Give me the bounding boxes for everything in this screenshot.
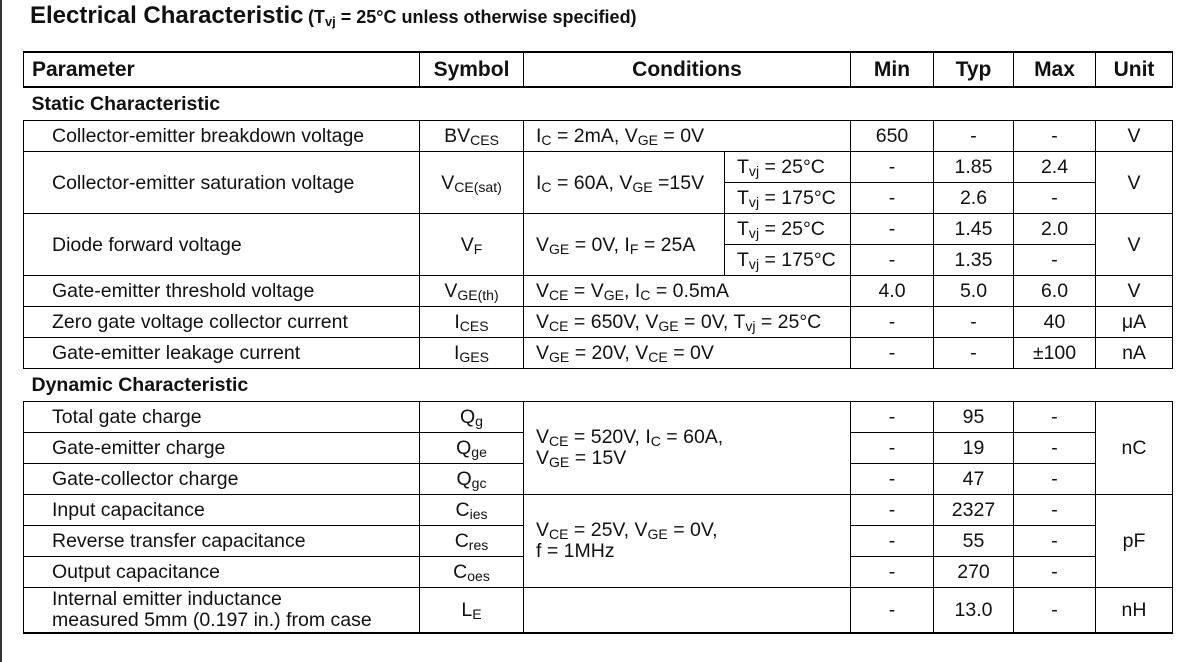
table-row <box>24 495 1173 526</box>
temp-vf-25: $T_{vj} = 25^\circ C$ <box>725 214 851 245</box>
max-cres: - <box>1014 526 1096 557</box>
param-ices: Zero gate voltage collector current <box>24 307 420 338</box>
min-vf-25: - <box>851 214 934 245</box>
param-vgeth: Gate-emitter threshold voltage <box>24 276 420 307</box>
max-vf-25: 2.0 <box>1014 214 1096 245</box>
symbol-le: $L_E$ <box>420 588 524 634</box>
symbol-ices: $I_{CES}$ <box>420 307 524 338</box>
unit-charge: nC <box>1096 402 1173 495</box>
table-row <box>24 402 1173 433</box>
col-symbol: Symbol <box>420 52 524 87</box>
left-margin-rule <box>0 0 2 662</box>
param-iges: Gate-emitter leakage current <box>24 338 420 369</box>
condition-vf: $V_{GE} = 0V$, $I_F = 25A$ <box>524 214 725 276</box>
col-max: Max <box>1014 52 1096 87</box>
condition-le <box>524 588 851 634</box>
param-le-line1: Internal emitter inductance <box>52 588 282 610</box>
min-qg: - <box>851 402 934 433</box>
typ-ices: - <box>934 307 1014 338</box>
col-parameter: Parameter <box>24 52 420 87</box>
temp-vcesat-175: $T_{vj} = 175^\circ C$ <box>725 183 851 214</box>
symbol-cies: $C_{ies}$ <box>420 495 524 526</box>
param-le-line2: measured 5mm (0.197 in.) from case <box>52 609 372 631</box>
max-qg: - <box>1014 402 1096 433</box>
min-ices: - <box>851 307 934 338</box>
section-title-static: Static Characteristic <box>24 87 1173 121</box>
typ-bvces: - <box>934 121 1014 152</box>
unit-capacitance: pF <box>1096 495 1173 588</box>
condition-capacitance: $V_{CE} = 25V$, $V_{GE} = 0V$, f = 1MHz <box>524 495 851 588</box>
table-row <box>24 307 1173 338</box>
min-bvces: 650 <box>851 121 934 152</box>
condition-bvces: $I_C = 2mA$, $V_{GE} = 0V$ <box>524 121 851 152</box>
symbol-vcesat: $V_{CE(sat)}$ <box>420 152 524 214</box>
min-le: - <box>851 588 934 634</box>
symbol-qg: $Q_g$ <box>420 402 524 433</box>
symbol-qgc: $Q_{gc}$ <box>420 464 524 495</box>
table-row <box>24 338 1173 369</box>
section-row-static <box>24 87 1173 121</box>
electrical-characteristic-table <box>23 51 1173 634</box>
col-unit: Unit <box>1096 52 1173 87</box>
unit-vgeth: V <box>1096 276 1173 307</box>
param-le <box>24 588 420 634</box>
typ-vgeth: 5.0 <box>934 276 1014 307</box>
typ-vcesat-25: 1.85 <box>934 152 1014 183</box>
max-bvces: - <box>1014 121 1096 152</box>
typ-cies: 2327 <box>934 495 1014 526</box>
unit-bvces: V <box>1096 121 1173 152</box>
unit-vcesat: V <box>1096 152 1173 214</box>
min-vcesat-25: - <box>851 152 934 183</box>
section-row-dynamic <box>24 369 1173 402</box>
col-typ: Typ <box>934 52 1014 87</box>
param-bvces: Collector-emitter breakdown voltage <box>24 121 420 152</box>
param-cies: Input capacitance <box>24 495 420 526</box>
symbol-bvces: $BV_{CES}$ <box>420 121 524 152</box>
typ-vf-25: 1.45 <box>934 214 1014 245</box>
min-vf-175: - <box>851 245 934 276</box>
typ-coes: 270 <box>934 557 1014 588</box>
header-row <box>24 52 1173 87</box>
heading-condition: ($T_{vj} = 25^\circ C$ unless otherwise specified) <box>307 7 637 29</box>
typ-qgc: 47 <box>934 464 1014 495</box>
table-row <box>24 152 1173 183</box>
max-cies: - <box>1014 495 1096 526</box>
param-coes: Output capacitance <box>24 557 420 588</box>
symbol-vf: $V_F$ <box>420 214 524 276</box>
condition-charge: $V_{CE} = 520V$, $I_C = 60A$, $V_{GE} = 15V$ <box>524 402 851 495</box>
min-vgeth: 4.0 <box>851 276 934 307</box>
min-coes: - <box>851 557 934 588</box>
max-vcesat-25: 2.4 <box>1014 152 1096 183</box>
symbol-qge: $Q_{ge}$ <box>420 433 524 464</box>
heading-title: Electrical Characteristic <box>30 2 304 29</box>
typ-le: 13.0 <box>934 588 1014 634</box>
max-vcesat-175: - <box>1014 183 1096 214</box>
typ-vcesat-175: 2.6 <box>934 183 1014 214</box>
unit-iges: nA <box>1096 338 1173 369</box>
symbol-vgeth: $V_{GE(th)}$ <box>420 276 524 307</box>
max-coes: - <box>1014 557 1096 588</box>
max-qge: - <box>1014 433 1096 464</box>
min-cres: - <box>851 526 934 557</box>
typ-vf-175: 1.35 <box>934 245 1014 276</box>
condition-vcesat: $I_C = 60A$, $V_{GE} =15V$ <box>524 152 725 214</box>
symbol-coes: $C_{oes}$ <box>420 557 524 588</box>
min-iges: - <box>851 338 934 369</box>
col-conditions: Conditions <box>524 52 851 87</box>
max-qgc: - <box>1014 464 1096 495</box>
temp-vcesat-25: $T_{vj} = 25^\circ C$ <box>725 152 851 183</box>
temp-vf-175: $T_{vj} = 175^\circ C$ <box>725 245 851 276</box>
min-qgc: - <box>851 464 934 495</box>
typ-qge: 19 <box>934 433 1014 464</box>
symbol-cres: $C_{res}$ <box>420 526 524 557</box>
max-vgeth: 6.0 <box>1014 276 1096 307</box>
typ-qg: 95 <box>934 402 1014 433</box>
max-iges: ±100 <box>1014 338 1096 369</box>
condition-vgeth: $V_{CE} = V_{GE}$, $I_C = 0.5mA$ <box>524 276 851 307</box>
section-title-dynamic: Dynamic Characteristic <box>24 369 1173 402</box>
typ-iges: - <box>934 338 1014 369</box>
param-cres: Reverse transfer capacitance <box>24 526 420 557</box>
unit-vf: V <box>1096 214 1173 276</box>
col-min: Min <box>851 52 934 87</box>
param-qgc: Gate-collector charge <box>24 464 420 495</box>
unit-ices: μA <box>1096 307 1173 338</box>
condition-ices: $V_{CE} = 650V$, $V_{GE} = 0V$, $T_{vj} = 25^\circ C$ <box>524 307 851 338</box>
table-row <box>24 276 1173 307</box>
param-vf: Diode forward voltage <box>24 214 420 276</box>
symbol-iges: $I_{GES}$ <box>420 338 524 369</box>
unit-le: nH <box>1096 588 1173 634</box>
max-vf-175: - <box>1014 245 1096 276</box>
min-cies: - <box>851 495 934 526</box>
max-le: - <box>1014 588 1096 634</box>
section-heading <box>30 2 637 30</box>
table-row <box>24 588 1173 634</box>
min-vcesat-175: - <box>851 183 934 214</box>
max-ices: 40 <box>1014 307 1096 338</box>
table-row <box>24 214 1173 245</box>
typ-cres: 55 <box>934 526 1014 557</box>
param-qge: Gate-emitter charge <box>24 433 420 464</box>
table-row <box>24 121 1173 152</box>
condition-iges: $V_{GE} = 20V$, $V_{CE} = 0V$ <box>524 338 851 369</box>
min-qge: - <box>851 433 934 464</box>
param-qg: Total gate charge <box>24 402 420 433</box>
param-vcesat: Collector-emitter saturation voltage <box>24 152 420 214</box>
